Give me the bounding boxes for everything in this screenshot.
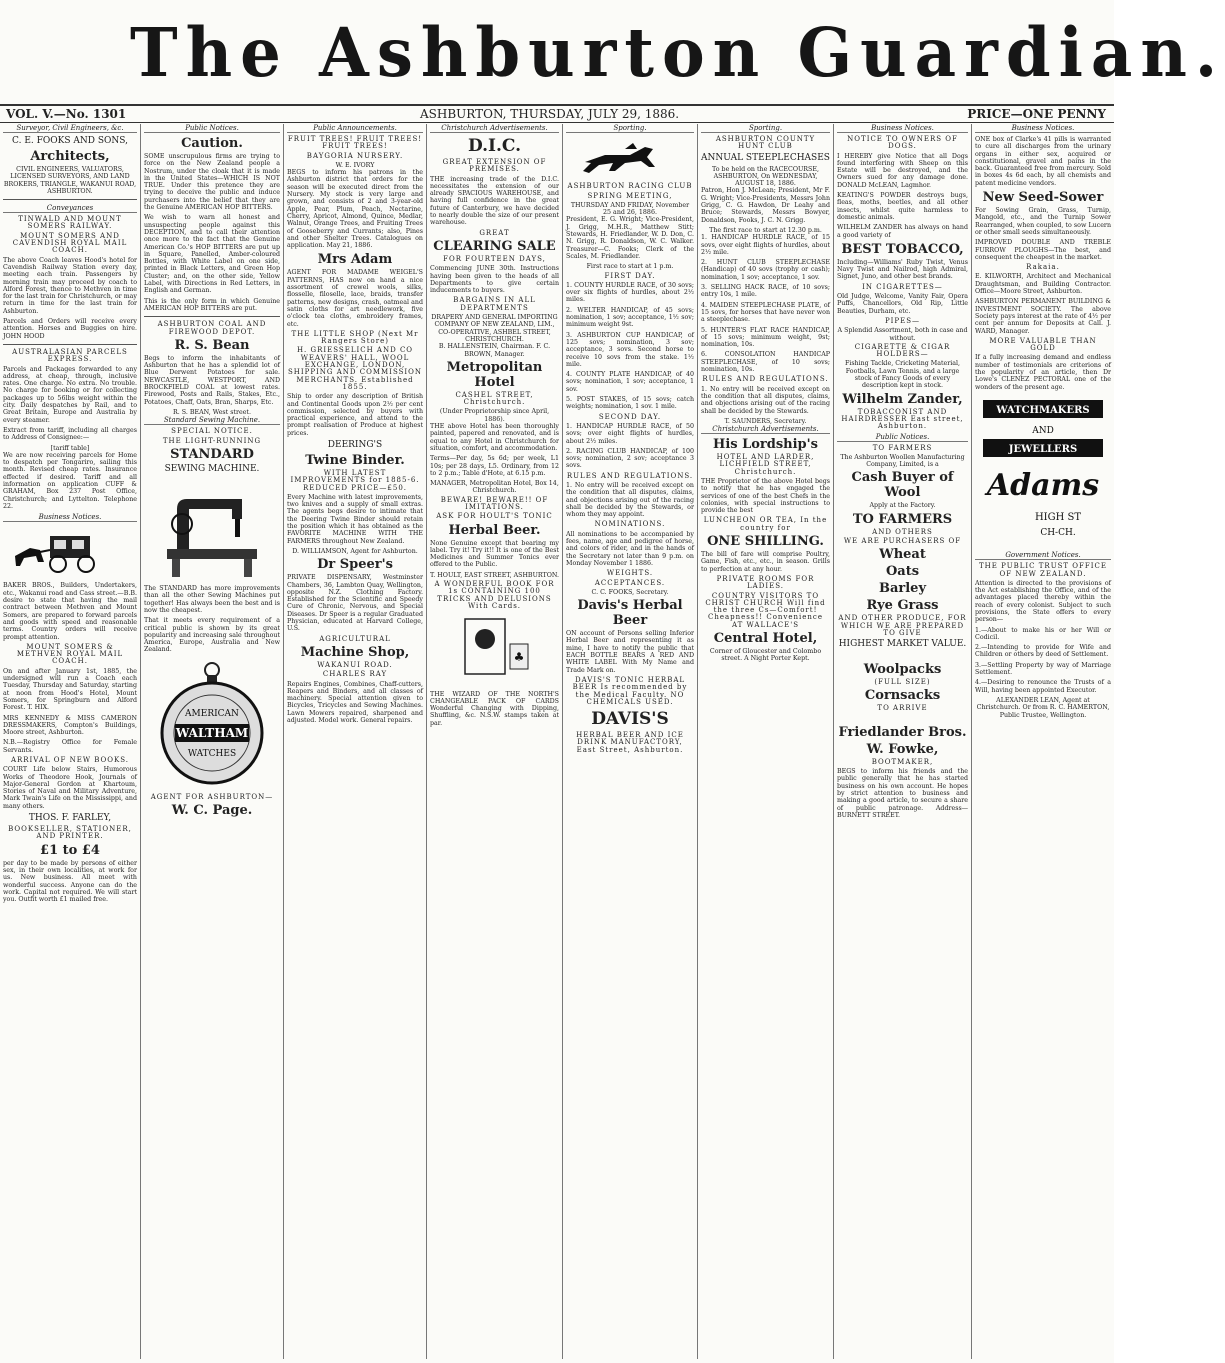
column-header: Public Notices. — [144, 124, 280, 133]
svg-text:WATCHMAKERS: WATCHMAKERS — [996, 404, 1090, 416]
ad-text-sc: TO ARRIVE — [877, 704, 928, 713]
ad-text-p: ASHBURTON PERMANENT BUILDING & INVESTMENT SOCIETY. The above Society pays interest at the rate of 4½ per cent per annum for Deposits at Call. J. WARD, Manager. — [975, 298, 1111, 335]
ad-text-sc: TINWALD AND MOUNT SOMERS RAILWAY. — [18, 215, 122, 231]
ad-text-sc: BARGAINS IN ALL DEPARTMENTS — [453, 296, 536, 312]
ad-text-p: All nominations to be accompanied by fees, name, age and pedigree of horse, and colors of rider, and in the hands of the Secretary not later than 9 p.m. on Monday November 1 1886. — [566, 530, 694, 567]
ad-text-p: Patron, Hon J. McLean; President, Mr F. G. Wright; Vice-Presidents, Messrs John Grigg, C. G. Hawdon, Dr Leahy and Bruce; Stewards, Messrs Bowyer, Donaldson, Fooks, J. C. N. Grigg. — [701, 187, 830, 224]
ad-text-sc: ASHBURTON COUNTY HUNT CLUB — [715, 135, 816, 151]
ad-text-p: Begs to inform the inhabitants of Ashburton that he has a splendid lot of Blue Derwent Potatoes for sale. NEWCASTLE, WESTPORT, AND BROCKFIELD COAL at lowest rates. Firewood, Posts and Rails, Stakes, Etc., Potatoes, Chaff, Oats, Bran, Sharps, Etc. — [144, 354, 280, 406]
dateline-bar — [0, 104, 1114, 123]
ad-text-sc: AGRICULTURAL — [319, 634, 391, 643]
ad-text-p: THE Proprietor of the above Hotel begs to notify that he has engaged the services of one of the best Chefs in the colonies, with special instructions to provide the best — [701, 477, 830, 515]
ad-text-p: Parcels and Packages forwarded to any address, at cheap, through, inclusive rates. One charge. No extra. No trouble. No charge for booking or for collecting packages up to 56lbs weight within the city. Daily despatches by Rail, and to Great Britain, Europe and Australia by every steamer. — [3, 365, 137, 424]
svg-text:AMERICAN: AMERICAN — [185, 708, 239, 719]
ad-text-sc: ASHBURTON COAL AND FIREWOOD DEPOT. — [157, 320, 267, 336]
column-3 — [284, 124, 427, 1359]
ad-text-p: Repairs Engines, Combines, Chaff-cutters, Reapers and Binders, and all classes of machinery. Special attention given to Bicycles, Tricycles and Sewing Machines. Lawn Mowers repaired, sharpened and adjusted. Model work. General repairs. — [287, 680, 423, 724]
ad-text-sc: FIRST DAY. — [604, 271, 656, 280]
ad-text-p: E. KILWORTH, Architect and Mechanical Draughtsman, and Building Contractor. Office—Moore Street, Ashburton. — [975, 273, 1111, 296]
ad-text-big: Mrs Adam — [317, 252, 393, 268]
race-horse-illustration — [566, 137, 694, 179]
ad-text-sc: NOTICE TO OWNERS OF DOGS. — [847, 135, 958, 151]
ad-text-big: Twine Binder. — [305, 452, 405, 468]
ad-text-sc: WE ARE PURCHASERS OF — [843, 536, 962, 545]
ad-text-sc: RULES AND REGULATIONS. — [702, 375, 829, 384]
ad-text-sc: BEWARE! BEWARE!! OF IMITATIONS. — [440, 495, 549, 511]
ad-text-p: 4. MAIDEN STEEPLECHASE PLATE, of 15 sovs, for horses that have never won a steeplechase. — [701, 301, 830, 324]
ad-text-p: 2. HUNT CLUB STEEPLECHASE (Handicap) of 40 sovs (trophy or cash); nomination, 1 sov; acceptance, 1 sov. — [701, 259, 830, 281]
masthead-title: The Ashburton Guardian. — [130, 14, 1225, 93]
ad-text-sc: ASK FOR HOULT'S TONIC — [436, 512, 553, 521]
divider — [3, 344, 137, 345]
ad-text-sc: WEIGHTS. — [606, 569, 654, 578]
ad-text-p: COURT Life below Stairs, Humorous Works of Theodore Hook, Journals of Major-General Gordon at Khartoum, Stories of Naval and Military Adventure, Mark Twain's Life on the Mississippi, and many others. — [3, 766, 137, 810]
ad-text-p: Commencing JUNE 30th. Instructions having been given to the heads of all Departments to give certain inducements to buyers. — [430, 265, 559, 295]
ad-text-sc: IN CIGARETTES— — [862, 282, 943, 291]
ad-text-big: £1 to £4 — [40, 842, 100, 858]
column-6 — [698, 124, 834, 1359]
ad-text-colhead: Government Notices. — [975, 551, 1111, 560]
ad-text-p: PRIVATE DISPENSARY, Westminster Chambers, 36, Lambton Quay, Wellington, opposite N.Z. Clothing Factory. Established for the Scientific and Speedy Cure of Chronic, Nervous, and Special Diseases. Dr Speer is a regular Graduated Physician, educated at Harvard College, U.S. — [287, 574, 423, 633]
ad-text-p: 2. RACING CLUB HANDICAP, of 100 sovs; nomination, 2 sov; acceptance 3 sovs. — [566, 447, 694, 470]
ad-text-sc: FOR FOURTEEN DAYS, — [443, 254, 546, 263]
column-7 — [834, 124, 972, 1359]
ad-text-sc: ARRIVAL OF NEW BOOKS. — [10, 756, 130, 764]
ad-text-p: 4. COUNTY PLATE HANDICAP, of 40 sovs; nomination, 1 sov; acceptance, 1 sov. — [566, 371, 694, 393]
ad-text-sc: SECOND DAY. — [598, 412, 662, 421]
ad-text-sc: H. GRIESSELICH AND CO WEAVERS' HALL, WOOL EXCHANGE, LONDON, SHIPPING AND COMMISSION MERCHANTS. Established 1855. — [287, 346, 423, 391]
ad-text-mid: DEERING'S — [327, 439, 383, 450]
sewing-machine-illustration — [144, 479, 280, 581]
ad-text-p: For Sowing Grain, Grass, Turnip, Mangold, etc., and the Turnip Sower Rearranged, when coupled, to sow Lucern or other small seeds simultaneously. — [975, 207, 1111, 236]
svg-text:Adams: Adams — [986, 467, 1100, 503]
ad-text-p: 4.—Desiring to renounce the Trusts of a Will, having been appointed Executor. — [975, 679, 1111, 694]
ad-text-p: The bill of fare will comprise Poultry, Game, Fish, etc., etc., in season. Grills to perfection at any hour. — [701, 551, 830, 573]
column-header: Business Notices. — [975, 124, 1111, 133]
ad-text-big: Oats — [885, 564, 920, 580]
ad-text-p: None Genuine except that bearing my label. Try it! Try it!! It is one of the Best Medicines and Summer Tonics ever offered to the Public. — [430, 539, 559, 569]
ad-text-ctr: ALEXANDER LEAN, Agent at Christchurch. Or from R. C. HAMERTON, Public Trustee, Wellington. — [976, 696, 1110, 719]
ad-text-ctr: D. WILLIAMSON, Agent for Ashburton. — [292, 547, 418, 555]
ad-text-colhead: Standard Sewing Machine. — [144, 416, 280, 425]
ad-text-colhead: Public Notices. — [837, 433, 968, 442]
ad-text-p: 2. WELTER HANDICAP, of 45 sovs; nomination, 1 sov; acceptance, 1½ sov; minimum weight 9st. — [566, 306, 694, 329]
ad-text-mid: ANNUAL STEEPLECHASES — [701, 152, 830, 163]
ad-text-p: MRS KENNEDY & MISS CAMERON DRESSMAKERS, Compton's Buildings, Moore street, Ashburton. — [3, 714, 137, 737]
ad-text-sc: THE LITTLE SHOP (Next Mr Rangers Store) — [291, 329, 419, 346]
ad-text-ctr: DRAPERY AND GENERAL IMPORTING COMPANY OF NEW ZEALAND, LIM., CO-OPERATIVE, ASHBEL STREET, CHRISTCHURCH. — [431, 314, 558, 343]
ad-text-p: 2.—Intending to provide for Wife and Children or others by deed of Settlement. — [975, 644, 1111, 659]
ad-text-sc: LUNCHEON OR TEA, In the country for — [703, 516, 828, 532]
ad-text-p: 5. POST STAKES, of 15 sovs; catch weights; nomination, 1 sov. 1 mile. — [566, 396, 694, 411]
ad-text-sc: HOTEL AND LARDER, LICHFIELD STREET, Christchurch. — [716, 453, 815, 476]
ad-text-ctr: The Ashburton Woollen Manufacturing Company, Limited, is a — [840, 453, 965, 469]
ad-text-sc: AND OTHERS — [872, 527, 933, 536]
ad-text-big: Cash Buyer of Wool — [851, 470, 954, 501]
ad-text-sc: AUSTRALASIAN PARCELS EXPRESS. — [12, 347, 128, 364]
ad-text-big: Rye Grass — [866, 598, 939, 614]
ad-text-p: BEGS to inform his friends and the public generally that he has started business on his own account. He hopes by strict attention to business and making a good article, to secure a share of public patronage. Address—BURNETT STREET. — [837, 768, 968, 819]
book-illustration — [430, 614, 559, 686]
ad-text-ctr: The first race to start at 12.30 p.m. — [709, 226, 822, 234]
ad-text-big: His Lordship's — [713, 437, 818, 453]
ad-text-sc: HERBAL BEER AND ICE DRINK MANUFACTORY, East Street, Ashburton. — [576, 731, 684, 754]
ad-text-ctr: First race to start at 1 p.m. — [586, 263, 674, 271]
ad-text-sc: GREAT — [479, 228, 510, 237]
ad-text-sc: SPRING MEETING, — [587, 191, 673, 200]
ad-text-ctr: C. C. FOOKS, Secretary. — [591, 588, 669, 596]
ad-text-p: N.B.—Registry Office for Female Servants. — [3, 739, 137, 754]
ad-text-p: Every Machine with latest improvements, two knives and a supply of small extras. The agents begs desire to intimate that the Deering Twine Binder should retain the position which it has obtained as the FAVORITE MACHINE WITH THE FARMERS throughout New Zealand. — [287, 493, 423, 545]
ad-text-big: ONE SHILLING. — [707, 534, 824, 550]
ad-text-sc: PIPES— — [884, 316, 921, 325]
column-header: Sporting. — [566, 124, 694, 133]
ad-text-p: This is the only form in which Genuine AMERICAN HOP BITTERS are put. — [144, 297, 280, 312]
ad-text-p: Old Judge, Welcome, Vanity Fair, Opera Puffs, Chancellors, Old Rip, Little Beauties, Durham, etc. — [837, 293, 968, 315]
ad-text-big: Machine Shop, — [300, 644, 410, 660]
ad-text-big: Dr Speer's — [317, 557, 393, 573]
svg-text:AND: AND — [1032, 425, 1054, 436]
ad-text-sc: BOOKSELLER, STATIONER, AND PRINTER. — [8, 825, 132, 841]
ad-text-sc: ASHBURTON RACING CLUB — [567, 182, 693, 191]
ad-text-sc: TOBACCONIST AND HAIRDRESSER East street, Ashburton. — [841, 407, 964, 431]
ad-text-p: 5. HUNTER'S FLAT RACE HANDICAP, of 15 sovs; minimum weight, 9st; nomination, 10s. — [701, 326, 830, 349]
ad-text-sc: RULES AND REGULATIONS. — [566, 471, 694, 480]
ad-text-sc: GREAT EXTENSION OF PREMISES. — [442, 158, 547, 174]
column-1 — [0, 124, 141, 1359]
spacer — [837, 715, 968, 723]
ad-text-p: THE WIZARD OF THE NORTH'S CHANGEABLE PACK OF CARDS Wonderful Changing with Dipping, Shuffling, &c. N.S.W. stamps taken at par. — [430, 690, 559, 727]
ad-text-colhead: Conveyances — [3, 204, 137, 213]
ad-text-p: KEATING'S POWDER destroys bugs, fleas, moths, beetles, and all other insects, whilst quite harmless to domestic animals. — [837, 192, 968, 221]
ad-text-p: 3. ASHBURTON CUP HANDICAP, of 125 sovs; nomination, 3 sov; acceptance, 3 sovs. Second horse to receive 10 sovs from the stake. 1½ mile. — [566, 331, 694, 368]
ad-text-big: Herbal Beer. — [448, 522, 541, 538]
ad-text-sc: MOUNT SOMERS & METHVEN ROYAL MAIL COACH. — [16, 642, 124, 666]
ad-text-mid: C. E. FOOKS AND SONS, — [12, 136, 128, 146]
ad-text-big: CLEARING SALE — [433, 238, 556, 254]
ad-text-big: TO FARMERS — [852, 511, 953, 527]
price: PRICE—ONE PENNY — [967, 107, 1106, 121]
ad-text-sc: (FULL SIZE) — [874, 678, 931, 687]
ad-text-sc: THE LIGHT-RUNNING — [162, 436, 262, 445]
ad-text-ctr: T. HOULT, EAST STREET, ASHBURTON. — [430, 571, 559, 579]
ad-text-big: Cornsacks — [864, 688, 941, 704]
volume-number: VOL. V.—No. 1301 — [6, 107, 127, 121]
ad-text-p: Including—Williams' Ruby Twist, Venus Navy Twist and Nailrod, high Admiral, Signet, Juno, and other best brands. — [837, 258, 968, 281]
ad-text-sc: THE PUBLIC TRUST OFFICE OF NEW ZEALAND. — [979, 562, 1107, 578]
ad-text-big: Central Hotel, — [713, 631, 818, 647]
ad-text-ctr: THURSDAY AND FRIDAY, November 25 and 26, 1886. — [570, 201, 690, 217]
ad-text-sc: NOMINATIONS. — [594, 520, 666, 529]
ad-text-p: SOME unscrupulous firms are trying to force on the New Zealand people a Nostrum, under the cloak that it is made in the United States—WHICH IS NOT TRUE. Under this pretence they are trying to deceive the public and induce purchasers into the belief that they are the Genuine AMERICAN HOP BITTERS. — [144, 153, 280, 212]
ad-text-sc: MORE VALUABLE THAN GOLD — [989, 336, 1097, 353]
ad-text-sc: BOOTMAKER, — [871, 757, 934, 766]
ad-text-colhead: Christchurch Advertisements. — [701, 425, 830, 434]
ad-text-big: Caution. — [181, 136, 243, 151]
ad-text-sc: COUNTRY VISITORS TO CHRIST CHURCH Will find the three Cs—Comfort! Cheapness!! Convenience AT WALLACE'S — [705, 591, 826, 629]
ad-text-p: 1. HANDICAP HURDLE RACE, of 50 sovs; over eight flights of hurdles, about 2½ miles. — [566, 422, 694, 445]
ad-text-big: Davis's Herbal Beer — [577, 598, 683, 629]
ad-text-p: Ship to order any description of British and Continental Goods upon 2½ per cent commission, selected by buyers with practical experience, and attend to the prompt realisation of Produce at highest prices. — [287, 393, 423, 437]
ad-text-ctr: Fishing Tackle, Cricketing Material, Footballs, Lawn Tennis, and a large stock of Fancy Goods of every description kept in stock. — [844, 360, 961, 390]
ad-text-big: Woolpacks — [863, 662, 942, 678]
column-header: Business Notices. — [837, 124, 968, 133]
ad-text-p: We wish to warn all honest and unsuspecting people against this DECEPTION, and to call their attention once more to the fact that the Genuine American Co.'s HOP BITTERS are put up in Square, Panelled, Amber-coloured Bottles, with White Label on one side, printed in Black Letters, and Green Hop Cluster; and, on the other side, Yellow Label, with Directions in Red Letters, in English and German. — [144, 214, 280, 295]
column-header: Surveyor, Civil Engineers, &c. — [3, 124, 137, 133]
ad-text-mid: HIGHEST MARKET VALUE. — [838, 639, 967, 650]
waltham-watch-illustration — [144, 658, 280, 790]
ad-text-p: Attention is directed to the provisions of the Act establishing the Office, and of the advantages placed thereby within the reach of every colonist. Subject to such provisions, the State offers to every person— — [975, 579, 1111, 624]
ad-text-p: The STANDARD has more improvements than all the other Sewing Machines put together! Has always been the best and is now the cheapest. — [144, 585, 280, 614]
ad-text-colhead: Business Notices. — [3, 513, 137, 522]
ad-text-sc: ACCEPTANCES. — [594, 578, 666, 587]
ad-text-ctr: (Under Proprietorship since April, 1886). — [439, 408, 550, 423]
ad-text-sc: PRIVATE ROOMS FOR LADIES. — [716, 574, 815, 591]
ad-text-sc: BAYGORIA NURSERY. — [306, 151, 404, 160]
svg-text:JEWELLERS: JEWELLERS — [1008, 443, 1078, 455]
ad-text-sc: A WONDERFUL BOOK FOR 1s CONTAINING 100 TRICKS AND DELUSIONS With Cards. — [434, 580, 555, 610]
svg-text:CH-CH.: CH-CH. — [1040, 527, 1076, 538]
ad-text-p: If a fully increasing demand and endless number of testimonials are criterions of the popularity of an article, then Dr Lowe's CLENEZ PECTORAL one of the wonders of the present age. — [975, 354, 1111, 391]
ad-text-ctr: W. E. IVORY — [335, 161, 375, 169]
svg-text:HIGH ST: HIGH ST — [1034, 511, 1082, 523]
ad-text-mid: THOS. F. FARLEY, — [28, 813, 112, 824]
ad-text-sc: CHARLES RAY — [322, 670, 388, 679]
ad-text-p: ON account of Persons selling Inferior Herbal Beer and representing it as mine, I have to notify the public that EACH BOTTLE BEARS A RED AND WHITE LABEL With My Name and Trade Mark on. — [566, 630, 694, 674]
ad-text-p: That it meets every requirement of a critical public is shown by its great popularity and increasing sale throughout America, Europe, Australia and New Zealand. — [144, 617, 280, 654]
ad-text-big: W. C. Page. — [171, 803, 253, 819]
ad-text-p: BEGS to inform his patrons in the Ashburton district that orders for the season will be executed direct from the Nursery. My stock is very large and grown, and consists of 2 and 3-year-old Apple, Pear, Plum, Peach, Nectarine, Cherry, Apricot, Almond, Quince, Medlar, Walnut, Orange Trees, and Fruiting Trees of Gooseberry and Currants; also, Pines and other Shelter Trees. Catalogues on application. May 21, 1886. — [287, 169, 423, 250]
ad-text-p: On and after January 1st, 1885, the undersigned will run a Coach each Tuesday, Thursday and Saturday, starting at noon from Hood's Hotel, Mount Somers, for Springburn and Alford Forest. T. HIX. — [3, 667, 137, 712]
ad-text-sc: WAKANUI ROAD. — [317, 660, 393, 669]
place-date: ASHBURTON, THURSDAY, JULY 29, 1886. — [420, 107, 680, 121]
ad-text-huge: DAVIS'S — [591, 709, 669, 730]
ad-text-big: Wheat — [879, 547, 926, 563]
ad-text-ctr: R. S. BEAN, West street. — [173, 408, 251, 416]
ad-text-p: 3.—Settling Property by way of Marriage Settlement. — [975, 661, 1111, 677]
ad-text-p: per day to be made by persons of either sex, in their own localities, at work for us. New business. All meet with wonderful success. Anyone can do the work. Capital not required. We will start you. Outfit worth £1 mailed free. — [3, 859, 137, 904]
ad-text-ctr: MANAGER, Metropolitan Hotel, Box 14, Christchurch. — [430, 480, 559, 495]
ad-text-p: Extract from tariff, including all charges to Address of Consignee:— — [3, 426, 137, 442]
coach-illustration — [3, 526, 137, 578]
ad-text-sc: FRUIT TREES! FRUIT TREES! FRUIT TREES! — [287, 135, 423, 151]
ad-text-p: President, E. G. Wright; Vice-President, J. Grigg, M.H.R., Matthew Stitt; Stewards, H. Friedlander, W. D. Don, C. N. Grigg, R. Donaldson, W. C. Walker. Treasurer—C. Fooks; Clerk of the Scales, M. Friedlander. — [566, 216, 694, 260]
ad-text-sc: Rakaia. — [1026, 263, 1060, 272]
ad-text-p: IMPROVED DOUBLE AND TREBLE FURROW PLOUGHS—The best, and consequent the cheapest in the market. — [975, 239, 1111, 261]
ad-text-big: W. Fowke, — [866, 741, 939, 757]
ad-text-sc: DAVIS'S TONIC HERBAL BEER Is recommended by the Medical Faculty. NO CHEMICALS USED. — [572, 675, 688, 706]
ad-text-sc: TO FARMERS — [872, 443, 933, 452]
ad-text-p: AGENT FOR MADAME WEIGEL'S PATTERNS, HAS now on hand a nice assortment of crewel wools, silks, flosselle, filoselle, lace, braids, transfer patterns, new designs, crash, oatmeal and satin cloths for art needlework, five o'clock tea cloths, embroidery frames, etc. — [287, 269, 423, 328]
ad-text-p: 1. No entry will be received except on the condition that all disputes, claims, and objections arising out of the racing shall be decided by the Stewards, or whom they may appoint. — [566, 481, 694, 519]
divider — [3, 199, 137, 200]
ad-text-p: BAKER BROS., Builders, Undertakers, etc., Wakanui road and Cass street.—B.B. desire to state that having the mail contract between Methven and Mount Somers, are prepared to forward parcels and goods with speed and reasonable terms. Country orders will receive prompt attention. — [3, 582, 137, 641]
column-5 — [563, 124, 698, 1359]
ad-text-p: Terms—Per day, 5s 6d; per week, L1 10s; per 28 days, L5. Ordinary, from 12 to 2 p.m.; Table d'Hote, at 6.15 p.m. — [430, 455, 559, 477]
ad-text-p: ONE box of Clarke's 41 pills is warranted to cure all discharges from the urinary organs in either sex, acquired or constitutional, gravel and pains in the back. Guaranteed free from mercury. Sold in boxes 4s 6d each, by all chemists and patent medicine vendors. — [975, 136, 1111, 187]
ad-text-p: The above Coach leaves Hood's hotel for Cavendish Railway Station every day, meeting each train. Passengers by morning train may proceed by coach to Alford Forest, thence to Methven in time for the last train for Christchurch, or may return in time for the last train for Ashburton. — [3, 256, 137, 315]
ad-text-huge: D.I.C. — [467, 136, 522, 156]
ad-text-big: STANDARD — [170, 446, 254, 462]
ad-text-p: THE above Hotel has been thoroughly painted, papered and renovated, and is equal to any Hotel in Christchurch for situation, comfort, and accommodation. — [430, 423, 559, 452]
adams-logo-illustration — [975, 395, 1111, 547]
ad-text-big: Architects, — [30, 149, 110, 164]
ad-text-p: 1. COUNTY HURDLE RACE, of 30 sovs; over six flights of hurdles, about 2½ miles. — [566, 281, 694, 304]
svg-text:♣: ♣ — [513, 650, 524, 665]
ad-text-sc: MOUNT SOMERS AND CAVENDISH ROYAL MAIL COACH. — [12, 231, 128, 255]
ad-text-p: 1. No entry will be received except on the condition that all disputes, claims, and objections arising out of the racing shall be decided by the Stewards. — [701, 385, 830, 415]
ad-text-big: Metropolitan Hotel — [446, 359, 543, 390]
ad-text-ctr: A Splendid Assortment, both in case and without. — [837, 327, 968, 342]
ad-text-p: I HEREBY give Notice that all Dogs found interfering with Sheep on this Estate will be destroyed, and the Owners sued for any damage done. DONALD McLEAN, Lagmhor. — [837, 152, 968, 189]
ad-text-p: We are now receiving parcels for Home to despatch per Tongariro, sailing this month. Revised cheap rates. Insurance effected if desired. Tariff and all information on application CUFF & GRAHAM, Box 237 Post Office, Christchurch; and Lyttelton. Telephone 22. — [3, 451, 137, 510]
ad-text-ctr: To be held on the RACECOURSE, ASHBURTON, On WEDNESDAY, AUGUST 18, 1886. — [712, 165, 819, 188]
ad-text-p: THE increasing trade of the D.I.C. necessitates the extension of our already SPACIOUS WAREHOUSE, and having full confidence in the great future of Canterbury, we have decided to nearly double the size of our present warehouse. — [430, 175, 559, 227]
ad-text-p: 6. CONSOLATION HANDICAP STEEPLECHASE, of 10 sovs; nomination, 10s. — [701, 351, 830, 374]
ad-text-big: Wilhelm Zander, — [842, 391, 963, 407]
ad-text-big: New Seed-Sower — [982, 190, 1104, 206]
ad-text-p: WILHELM ZANDER has always on hand a good variety of — [837, 224, 968, 239]
ad-text-sc: WITH LATEST IMPROVEMENTS for 1885-6. REDUCED PRICE—£50. — [290, 468, 420, 492]
svg-text:WALTHAM: WALTHAM — [175, 725, 249, 740]
column-4 — [427, 124, 563, 1359]
ad-text-ctr: CIVIL ENGINEERS, VALUATORS, LICENSED SURVEYORS, AND LAND BROKERS, TRIANGLE, WAKANUI ROAD, ASHBURTON. — [3, 166, 137, 195]
ad-text-sc: AND OTHER PRODUCE, FOR WHICH WE ARE PREPARED TO GIVE — [838, 614, 967, 637]
ad-text-p: 1. HANDICAP HURDLE RACE, of 15 sovs, over eight flights of hurdles, about 2½ mile. — [701, 234, 830, 256]
column-header: Christchurch Advertisements. — [430, 124, 559, 133]
ad-text-ctr: [tariff table] — [50, 444, 90, 452]
ad-text-sc: CASHEL STREET, Christchurch. — [455, 390, 534, 407]
ad-text-ctr: T. SAUNDERS, Secretary. — [724, 417, 807, 425]
ad-text-p: 1.—About to make his or her Will or Codicil. — [975, 626, 1111, 641]
ad-text-ctr: B. HALLENSTEIN, Chairman. F. C. BROWN, Manager. — [438, 343, 551, 358]
column-header: Sporting. — [701, 124, 830, 133]
ad-text-big: R. S. Bean — [174, 337, 250, 353]
ad-text-big: Barley — [878, 581, 927, 597]
ad-text-ctr: Corner of Gloucester and Colombo street. A Night Porter Kept. — [709, 648, 822, 663]
ad-text-p: Parcels and Orders will receive every attention. Horses and Buggies on hire. JOHN HOOD — [3, 318, 137, 340]
divider — [144, 316, 280, 317]
column-8 — [972, 124, 1114, 1359]
spacer — [837, 652, 968, 660]
ad-text-sc: CIGARETTE & CIGAR HOLDERS— — [854, 342, 951, 359]
ad-text-p: 3. SELLING HACK RACE, of 10 sovs; entry 10s, 1 mile. — [701, 284, 830, 299]
svg-text:WATCHES: WATCHES — [187, 748, 237, 759]
ad-text-ctr: Apply at the Factory. — [869, 502, 936, 510]
ad-text-sc: AGENT FOR ASHBURTON— — [150, 793, 274, 802]
ad-text-sc: SPECIAL NOTICE. — [171, 427, 253, 436]
ad-text-big: BEST TOBACCO, — [841, 241, 964, 257]
column-2 — [141, 124, 284, 1359]
ad-text-mid: SEWING MACHINE. — [164, 463, 260, 474]
column-header: Public Announcements. — [287, 124, 423, 133]
ad-text-big: Friedlander Bros. — [838, 724, 967, 740]
